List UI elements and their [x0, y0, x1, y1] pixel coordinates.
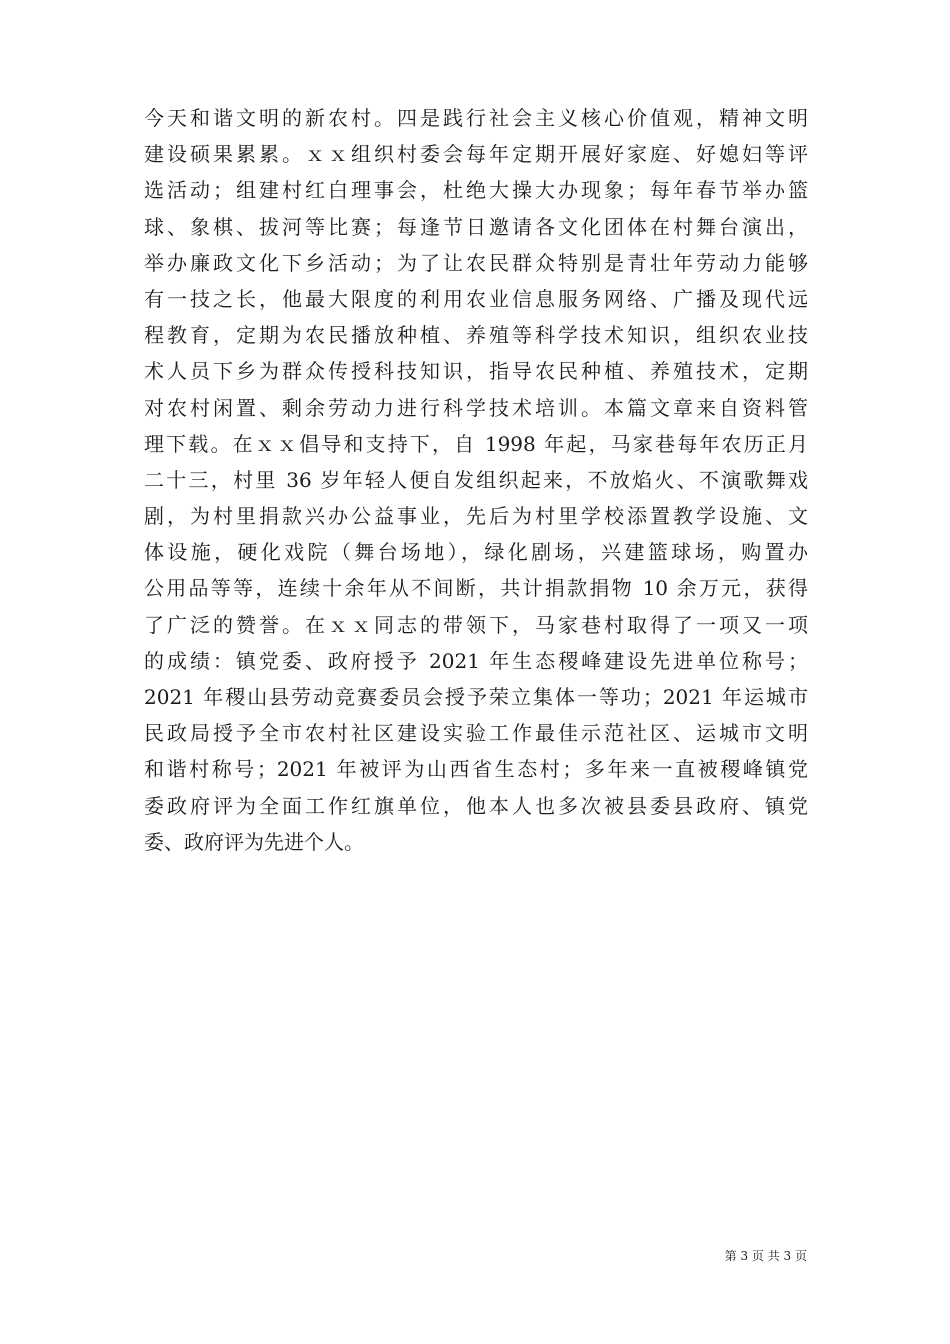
text-line: 和谐村称号；2021 年被评为山西省生态村；多年来一直被稷峰镇党 — [144, 757, 808, 782]
text-line: 选活动；组建村红白理事会，杜绝大操大办现象；每年春节举办篮 — [144, 178, 808, 203]
text-line: 了广泛的赞誉。在ｘｘ同志的带领下，马家巷村取得了一项又一项 — [144, 612, 808, 637]
text-line: 民政局授予全市农村社区建设实验工作最佳示范社区、运城市文明 — [144, 721, 808, 746]
text-line: 公用品等等，连续十余年从不间断，共计捐款捐物 10 余万元，获得 — [144, 576, 808, 601]
text-line: 术人员下乡为群众传授科技知识，指导农民种植、养殖技术，定期 — [144, 359, 808, 384]
text-line: 球、象棋、拔河等比赛；每逢节日邀请各文化团体在村舞台演出， — [144, 214, 808, 239]
text-line: 举办廉政文化下乡活动；为了让农民群众特别是青壮年劳动力能够 — [144, 250, 808, 275]
text-line: 对农村闲置、剩余劳动力进行科学技术培训。本篇文章来自资料管 — [144, 395, 808, 420]
text-line: 的成绩：镇党委、政府授予 2021 年生态稷峰建设先进单位称号； — [144, 648, 808, 673]
text-line: 程教育，定期为农民播放种植、养殖等科学技术知识，组织农业技 — [144, 323, 808, 348]
text-line: 理下载。在ｘｘ倡导和支持下，自 1998 年起，马家巷每年农历正月 — [144, 431, 808, 456]
body-paragraph — [144, 100, 808, 860]
text-line: 今天和谐文明的新农村。四是践行社会主义核心价值观，精神文明 — [144, 106, 808, 130]
text-line: 有一技之长，他最大限度的利用农业信息服务网络、广播及现代远 — [144, 286, 808, 311]
text-line: 2021 年稷山县劳动竞赛委员会授予荣立集体一等功；2021 年运城市 — [144, 685, 808, 709]
text-line: 委、政府评为先进个人。 — [144, 829, 364, 854]
text-line: 委政府评为全面工作红旗单位，他本人也多次被县委县政府、镇党 — [144, 793, 808, 818]
page-number-footer: 第 3 页 共 3 页 — [724, 1249, 807, 1263]
text-line: 剧，为村里捐款兴办公益事业，先后为村里学校添置教学设施、文 — [144, 504, 808, 529]
text-line: 建设硕果累累。ｘｘ组织村委会每年定期开展好家庭、好媳妇等评 — [144, 142, 808, 167]
text-line: 体设施，硬化戏院（舞台场地），绿化剧场，兴建篮球场，购置办 — [144, 540, 808, 565]
text-line: 二十三，村里 36 岁年轻人便自发组织起来，不放焰火、不演歌舞戏 — [144, 467, 808, 492]
